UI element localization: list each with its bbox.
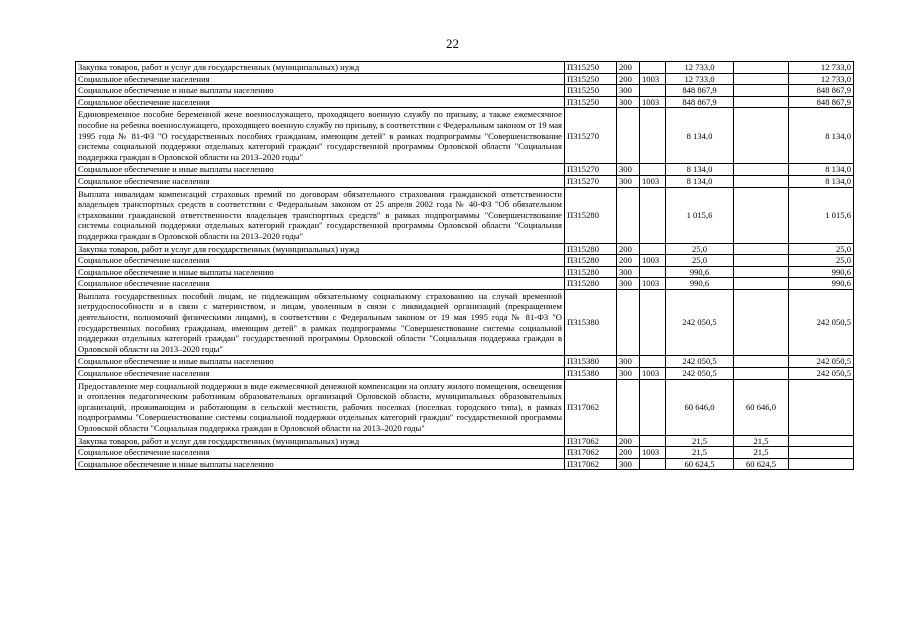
table-row — [76, 379, 854, 435]
expense-type-code-cell: 200 — [617, 73, 640, 85]
expense-type-code-cell: 300 — [617, 266, 640, 278]
amount-total-cell: 848 867,9 — [666, 96, 734, 108]
amount-regional-cell: 242 050,5 — [789, 356, 854, 368]
expense-type-code-cell: 300 — [617, 368, 640, 380]
expense-type-code-cell: 300 — [617, 85, 640, 97]
table-row — [76, 96, 854, 108]
amount-federal-cell — [734, 278, 789, 290]
amount-total-cell: 242 050,5 — [666, 289, 734, 356]
table-row — [76, 266, 854, 278]
table-row — [76, 368, 854, 380]
table-row — [76, 108, 854, 164]
target-article-code-cell: П315280 — [565, 278, 617, 290]
amount-federal-cell — [734, 175, 789, 187]
amount-regional-cell: 990,6 — [789, 278, 854, 290]
amount-total-cell: 8 134,0 — [666, 108, 734, 164]
target-article-code-cell: П315250 — [565, 62, 617, 74]
amount-total-cell: 25,0 — [666, 243, 734, 255]
amount-regional-cell — [789, 435, 854, 447]
amount-regional-cell: 8 134,0 — [789, 108, 854, 164]
amount-federal-cell — [734, 96, 789, 108]
section-code-cell — [640, 289, 666, 356]
expense-type-code-cell: 200 — [617, 62, 640, 74]
amount-federal-cell — [734, 187, 789, 243]
target-article-code-cell: П315250 — [565, 85, 617, 97]
amount-federal-cell — [734, 85, 789, 97]
row-name-cell: Предоставление мер социальной поддержки в виде ежемесячной денежной компенсации на оплату жилого помещения, освещения и отопления педагогическим работникам образовательных организаций Орловской области, муниципальных образовательных организаций, проживающим и работающим в сельской местности, рабочих поселках (поселках городского типа), в рамках подпрограммы "Совершенствование системы социальной поддержки отдельных категорий граждан" государственной программы Орловской области "Социальная поддержка граждан в Орловской области на 2013–2020 годы" — [76, 379, 565, 435]
expense-type-code-cell — [617, 379, 640, 435]
expense-type-code-cell — [617, 289, 640, 356]
amount-total-cell: 12 733,0 — [666, 73, 734, 85]
table-row — [76, 73, 854, 85]
amount-total-cell: 21,5 — [666, 447, 734, 459]
row-name-cell: Социальное обеспечение населения — [76, 447, 565, 459]
target-article-code-cell: П317062 — [565, 458, 617, 470]
table-row — [76, 187, 854, 243]
section-code-cell — [640, 435, 666, 447]
table-row — [76, 278, 854, 290]
amount-regional-cell: 12 733,0 — [789, 62, 854, 74]
table-row — [76, 458, 854, 470]
amount-total-cell: 8 134,0 — [666, 164, 734, 176]
target-article-code-cell: П315280 — [565, 243, 617, 255]
amount-total-cell: 848 867,9 — [666, 85, 734, 97]
amount-regional-cell — [789, 447, 854, 459]
expense-type-code-cell: 200 — [617, 447, 640, 459]
row-name-cell: Социальное обеспечение населения — [76, 73, 565, 85]
row-name-cell: Закупка товаров, работ и услуг для государственных (муниципальных) нужд — [76, 62, 565, 74]
amount-federal-cell — [734, 356, 789, 368]
table-row — [76, 447, 854, 459]
expense-type-code-cell: 300 — [617, 278, 640, 290]
amount-total-cell: 21,5 — [666, 435, 734, 447]
amount-total-cell: 242 050,5 — [666, 356, 734, 368]
row-name-cell: Выплата инвалидам компенсаций страховых премий по договорам обязательного страхования гражданской ответственности владельцев транспортных средств в соответствии с Федеральным законом от 25 апреля 2002 года № 40-ФЗ "Об обязательном страховании гражданской ответственности владельцев транспортных средств" в рамках подпрограммы "Совершенствование системы социальной поддержки отдельных категорий граждан" государственной программы Орловской области "Социальная поддержка граждан в Орловской области на 2013–2020 годы" — [76, 187, 565, 243]
section-code-cell: 1003 — [640, 96, 666, 108]
section-code-cell: 1003 — [640, 368, 666, 380]
target-article-code-cell: П315270 — [565, 164, 617, 176]
table-row — [76, 85, 854, 97]
row-name-cell: Закупка товаров, работ и услуг для государственных (муниципальных) нужд — [76, 243, 565, 255]
section-code-cell — [640, 187, 666, 243]
amount-regional-cell: 242 050,5 — [789, 368, 854, 380]
expense-type-code-cell: 200 — [617, 435, 640, 447]
expense-type-code-cell: 300 — [617, 458, 640, 470]
expense-type-code-cell: 300 — [617, 96, 640, 108]
section-code-cell — [640, 356, 666, 368]
table-row — [76, 255, 854, 267]
table-row — [76, 289, 854, 356]
amount-total-cell: 8 134,0 — [666, 175, 734, 187]
amount-total-cell: 990,6 — [666, 266, 734, 278]
amount-federal-cell — [734, 289, 789, 356]
table-row — [76, 62, 854, 74]
amount-federal-cell: 60 624,5 — [734, 458, 789, 470]
row-name-cell: Социальное обеспечение населения — [76, 255, 565, 267]
section-code-cell: 1003 — [640, 255, 666, 267]
amount-regional-cell: 848 867,9 — [789, 85, 854, 97]
table-row — [76, 243, 854, 255]
target-article-code-cell: П315270 — [565, 175, 617, 187]
amount-total-cell: 12 733,0 — [666, 62, 734, 74]
section-code-cell — [640, 379, 666, 435]
row-name-cell: Единовременное пособие беременной жене военнослужащего, проходящего военную службу по призыву, а также ежемесячное пособие на ребенка военнослужащего, проходящего военную службу по призыву, в соответствии с Федеральным законом от 19 мая 1995 года № 81-ФЗ "О государственных пособиях гражданам, имеющим детей" в рамках подпрограммы "Совершенствование системы социальной поддержки отдельных категорий граждан" государственной программы Орловской области "Социальная поддержка граждан в Орловской области на 2013–2020 годы" — [76, 108, 565, 164]
amount-regional-cell: 242 050,5 — [789, 289, 854, 356]
expense-type-code-cell: 200 — [617, 243, 640, 255]
target-article-code-cell: П315250 — [565, 73, 617, 85]
table-row — [76, 356, 854, 368]
section-code-cell: 1003 — [640, 278, 666, 290]
row-name-cell: Социальное обеспечение и иные выплаты населению — [76, 266, 565, 278]
row-name-cell: Социальное обеспечение населения — [76, 175, 565, 187]
row-name-cell: Закупка товаров, работ и услуг для государственных (муниципальных) нужд — [76, 435, 565, 447]
target-article-code-cell: П315380 — [565, 368, 617, 380]
amount-federal-cell — [734, 368, 789, 380]
amount-total-cell: 25,0 — [666, 255, 734, 267]
target-article-code-cell: П315270 — [565, 108, 617, 164]
expense-type-code-cell: 300 — [617, 164, 640, 176]
amount-regional-cell: 848 867,9 — [789, 96, 854, 108]
expense-type-code-cell: 300 — [617, 356, 640, 368]
section-code-cell — [640, 108, 666, 164]
amount-regional-cell — [789, 458, 854, 470]
section-code-cell: 1003 — [640, 73, 666, 85]
row-name-cell: Выплата государственных пособий лицам, не подлежащим обязательному социальному страхованию на случай временной нетрудоспособности и в связи с материнством, и лицам, уволенным в связи с ликвидацией организаций (прекращением деятельности, полномочий физическими лицами), в соответствии с Федеральным законом от 19 мая 1995 года № 81-ФЗ "О государственных пособиях гражданам, имеющим детей" в рамках подпрограммы "Совершенствование системы социальной поддержки отдельных категорий граждан" государственной программы Орловской области "Социальная поддержка граждан в Орловской области на 2013–2020 годы" — [76, 289, 565, 356]
amount-regional-cell — [789, 379, 854, 435]
target-article-code-cell: П315380 — [565, 289, 617, 356]
amount-total-cell: 60 624,5 — [666, 458, 734, 470]
amount-federal-cell — [734, 73, 789, 85]
section-code-cell — [640, 458, 666, 470]
expense-type-code-cell: 200 — [617, 255, 640, 267]
table-row — [76, 175, 854, 187]
amount-federal-cell: 60 646,0 — [734, 379, 789, 435]
section-code-cell — [640, 164, 666, 176]
target-article-code-cell: П315280 — [565, 266, 617, 278]
budget-table — [75, 61, 854, 470]
target-article-code-cell: П315280 — [565, 187, 617, 243]
amount-federal-cell — [734, 255, 789, 267]
amount-federal-cell — [734, 164, 789, 176]
amount-regional-cell: 1 015,6 — [789, 187, 854, 243]
row-name-cell: Социальное обеспечение населения — [76, 278, 565, 290]
amount-regional-cell: 25,0 — [789, 243, 854, 255]
amount-regional-cell: 990,6 — [789, 266, 854, 278]
target-article-code-cell: П315280 — [565, 255, 617, 267]
row-name-cell: Социальное обеспечение и иные выплаты населению — [76, 164, 565, 176]
amount-regional-cell: 8 134,0 — [789, 164, 854, 176]
row-name-cell: Социальное обеспечение и иные выплаты населению — [76, 458, 565, 470]
row-name-cell: Социальное обеспечение и иные выплаты населению — [76, 356, 565, 368]
table-row — [76, 164, 854, 176]
amount-federal-cell: 21,5 — [734, 435, 789, 447]
section-code-cell — [640, 62, 666, 74]
expense-type-code-cell — [617, 187, 640, 243]
row-name-cell: Социальное обеспечение населения — [76, 96, 565, 108]
target-article-code-cell: П317062 — [565, 379, 617, 435]
amount-federal-cell — [734, 62, 789, 74]
target-article-code-cell: П317062 — [565, 435, 617, 447]
section-code-cell — [640, 243, 666, 255]
section-code-cell — [640, 266, 666, 278]
row-name-cell: Социальное обеспечение и иные выплаты населению — [76, 85, 565, 97]
amount-federal-cell — [734, 266, 789, 278]
amount-total-cell: 1 015,6 — [666, 187, 734, 243]
amount-total-cell: 242 050,5 — [666, 368, 734, 380]
amount-regional-cell: 12 733,0 — [789, 73, 854, 85]
page-number: 22 — [446, 36, 459, 51]
amount-regional-cell: 8 134,0 — [789, 175, 854, 187]
row-name-cell: Социальное обеспечение населения — [76, 368, 565, 380]
section-code-cell: 1003 — [640, 175, 666, 187]
budget-table-body — [76, 62, 854, 470]
amount-total-cell: 990,6 — [666, 278, 734, 290]
amount-total-cell: 60 646,0 — [666, 379, 734, 435]
target-article-code-cell: П315250 — [565, 96, 617, 108]
amount-federal-cell: 21,5 — [734, 447, 789, 459]
section-code-cell: 1003 — [640, 447, 666, 459]
expense-type-code-cell — [617, 108, 640, 164]
section-code-cell — [640, 85, 666, 97]
table-row — [76, 435, 854, 447]
target-article-code-cell: П317062 — [565, 447, 617, 459]
amount-federal-cell — [734, 243, 789, 255]
amount-regional-cell: 25,0 — [789, 255, 854, 267]
amount-federal-cell — [734, 108, 789, 164]
expense-type-code-cell: 300 — [617, 175, 640, 187]
target-article-code-cell: П315380 — [565, 356, 617, 368]
